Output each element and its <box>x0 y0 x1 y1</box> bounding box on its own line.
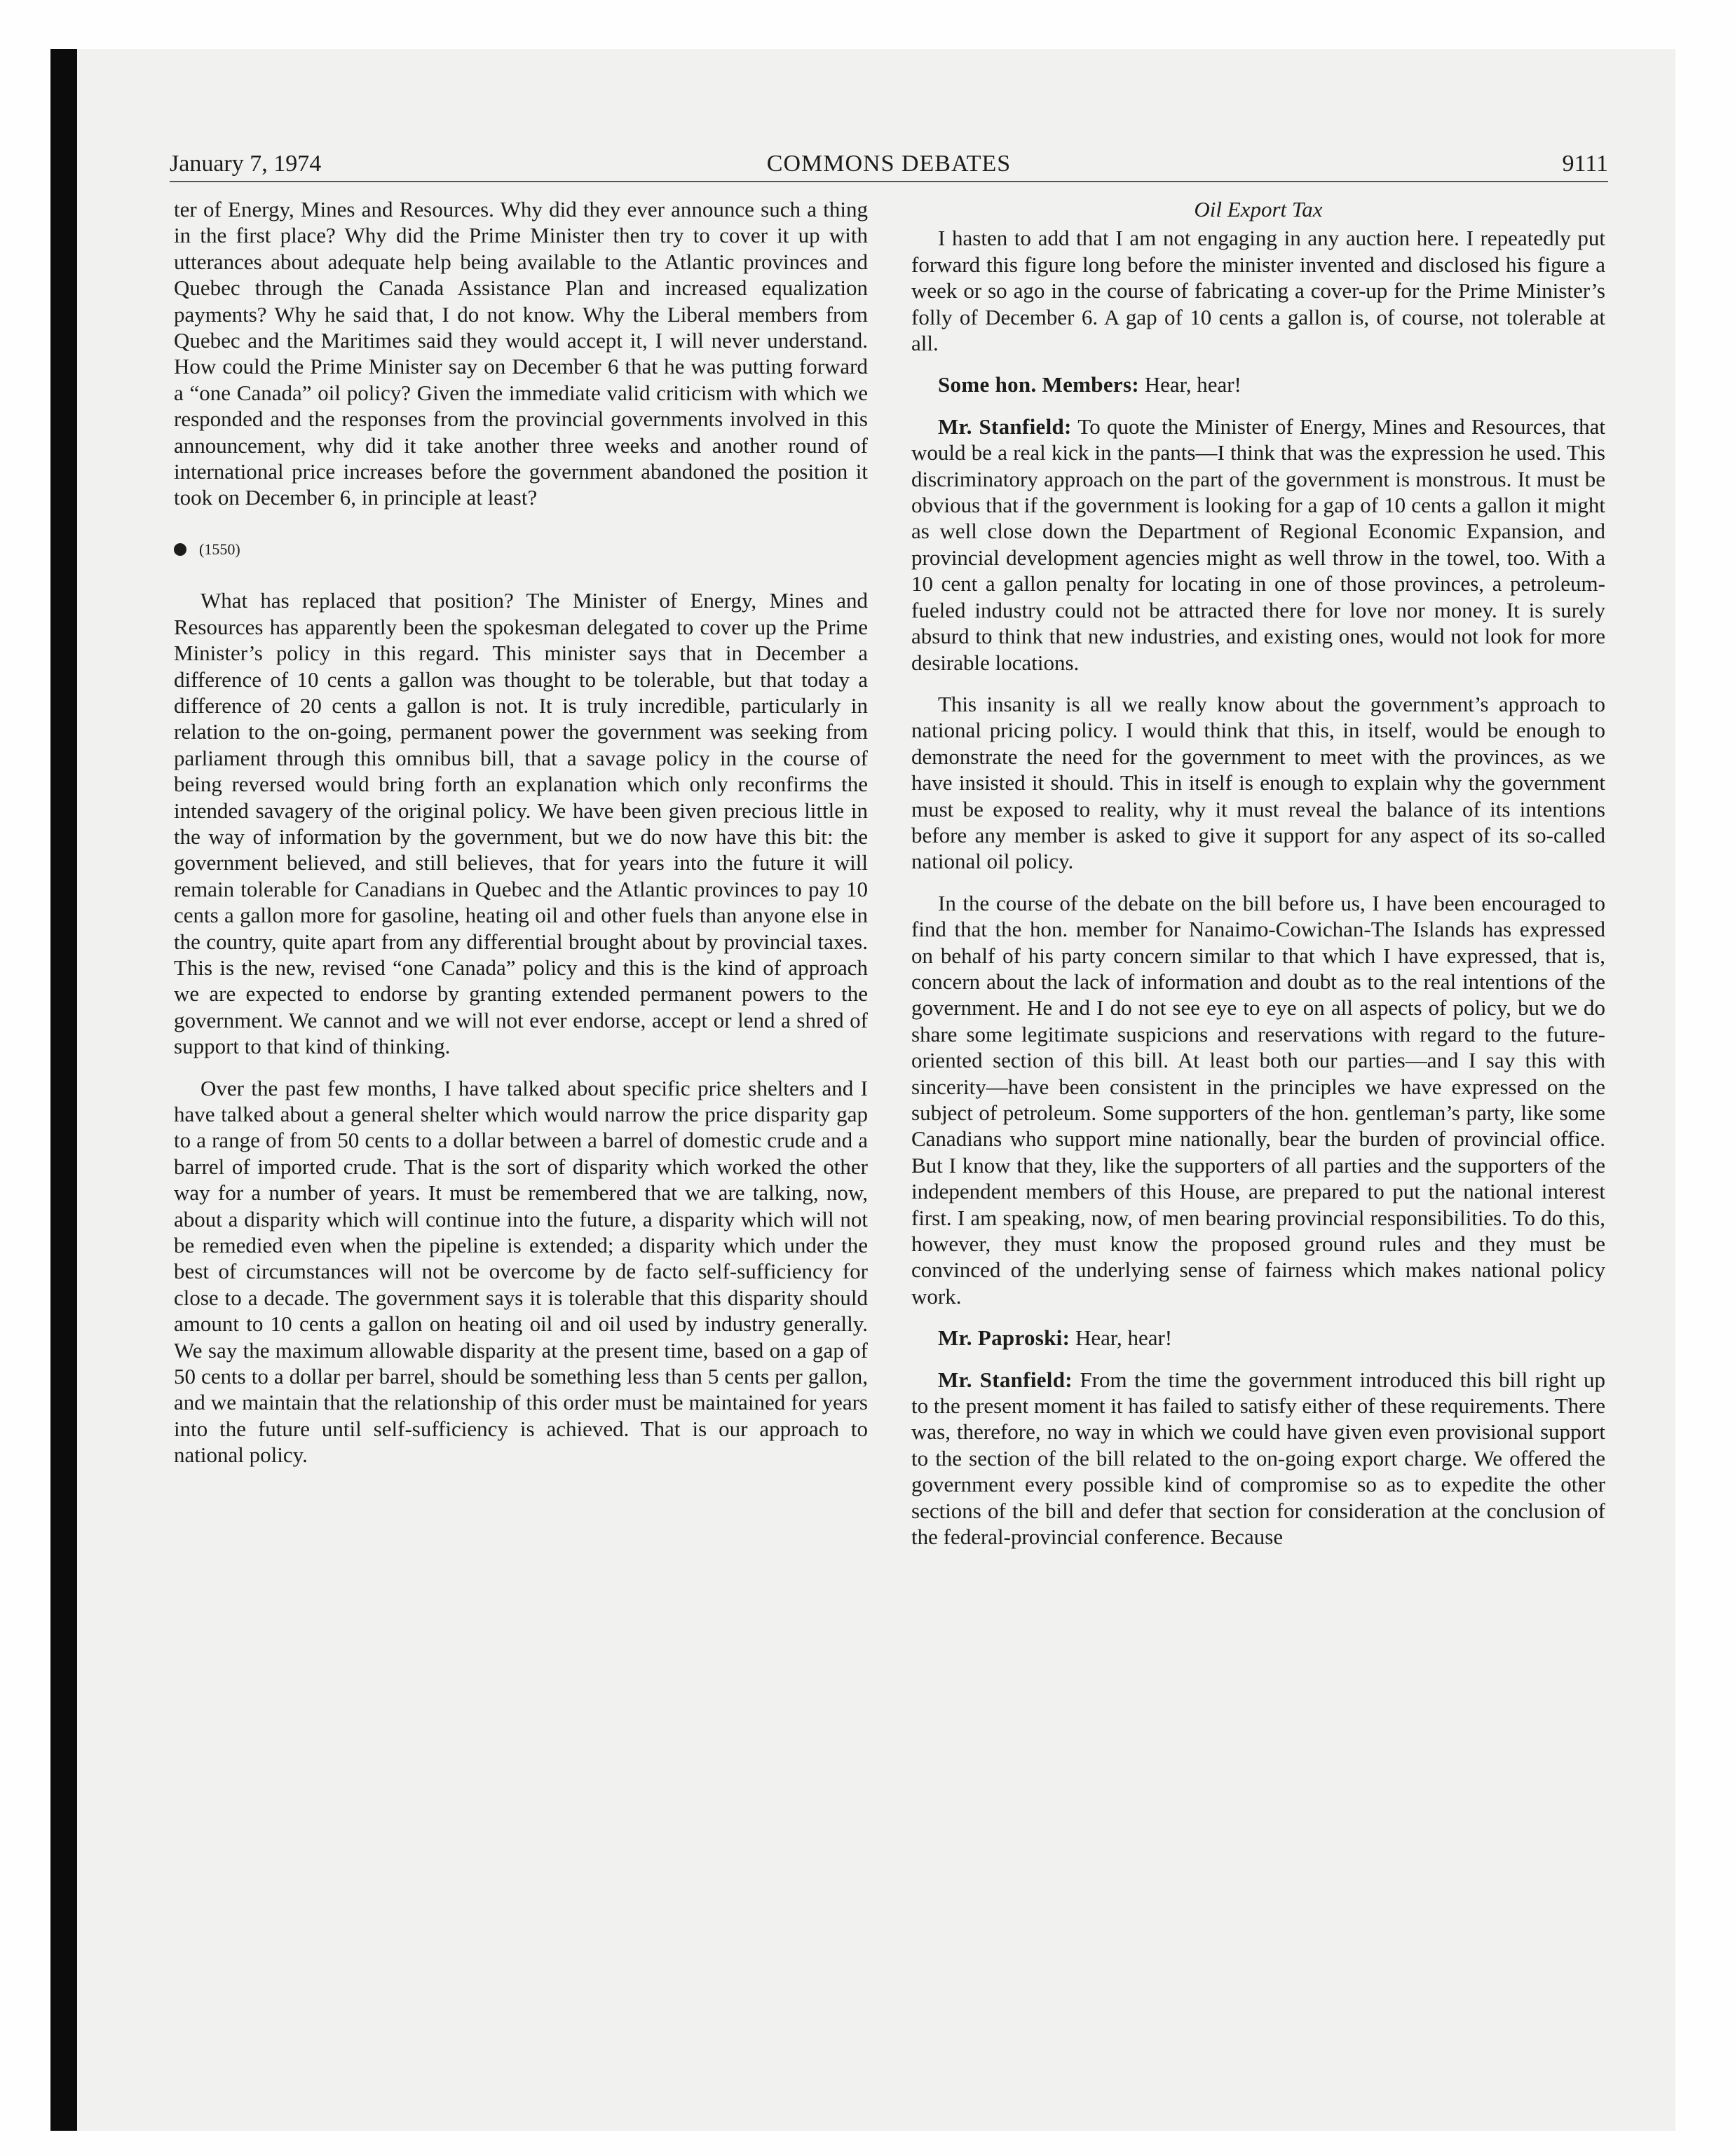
left-paragraph-3: Over the past few months, I have talked about specific price shelters and I have talked about a general shelter which would narrow the price disparity gap to a range of from 50 cents to a dollar between a barrel of domestic crude and a barrel of imported crude. That is the sort of disparity which worked the other way for a number of years. It must be remembered that we are talking, now, about a disparity which will continue into the future, a disparity which will not be remedied even when the pipeline is extended; a disparity which under the best of circumstances will not be overcome by de facto self-sufficiency for close to a decade. The government says it is tolerable that this disparity should amount to 10 cents a gallon on heating oil and oil used by industry generally. We say the maximum allowable disparity at the present time, based on a gap of 50 cents to a dollar per barrel, should be something less than 5 cents per gallon, and we maintain that the relationship of this order must be maintained for years into the future until self-sufficiency is achieved. That is our approach to national policy. <box>174 1075 868 1468</box>
header-publication: COMMONS DEBATES <box>766 151 1012 177</box>
speech-2 <box>911 1367 1605 1550</box>
header-page-number: 9111 <box>1562 151 1608 177</box>
right-column <box>911 196 1605 1550</box>
right-paragraph-3: In the course of the debate on the bill before us, I have been encouraged to find that the hon. member for Nanaimo-Cowichan-The Islands has expressed on behalf of his party concern similar to that which I have expressed, that is, concern about the lack of information and doubt as to the real intentions of the government. He and I do not see eye to eye on all aspects of policy, but we do share some legitimate suspicions and reservations with regard to the future-oriented section of this bill. At least both our parties—and I say this with sincerity—have been consistent in the principles we have expressed on the subject of petroleum. Some supporters of the hon. gentleman’s party, like some Canadians who support mine nationally, bear the burden of provincial office. But I know that they, like the supporters of all parties and the supporters of the independent members of this House, are prepared to put the national interest first. I am speaking, now, of men bearing provincial responsibilities. To do this, however, they must know the proposed ground rules and they must be convinced of the underlying sense of fairness which makes national policy work. <box>911 890 1605 1309</box>
interjection-2 <box>911 1325 1605 1351</box>
speaker-name: Mr. Paproski: <box>938 1325 1070 1351</box>
binding-edge <box>50 49 77 2131</box>
speech-1 <box>911 414 1605 676</box>
speech-text: Hear, hear! <box>1075 1325 1173 1351</box>
page-header <box>170 147 1608 182</box>
right-paragraph-2: This insanity is all we really know about the government’s approach to national pricing policy. I would think that this, in itself, would be enough to demonstrate the need for the government to meet with the provinces, as we have insisted it should. This in itself is enough to explain why the government must be exposed to reality, why it must reveal the balance of its intentions before any member is asked to give it support for any aspect of its so-called national oil policy. <box>911 691 1605 874</box>
speaker-name: Mr. Stanfield: <box>938 1367 1073 1392</box>
speech-text: To quote the Minister of Energy, Mines and Resources, that would be a real kick in the pants—I think that was the expression he used. This discriminatory approach on the part of the government is monstrous. It must be obvious that if the government is looking for a gap of 10 cents a gallon it might as well close down the Department of Regional Economic Expansion, and provincial development agencies might as well throw in the towel, too. With a 10 cent a gallon penalty for locating in one of those provinces, a petroleum-fueled industry could not be attracted there for love nor money. It is surely absurd to think that new industries, and existing ones, would not look for more desirable locations. <box>911 414 1605 675</box>
speaker-name: Mr. Stanfield: <box>938 414 1072 439</box>
running-head: Oil Export Tax <box>1194 197 1323 221</box>
header-date: January 7, 1974 <box>170 151 322 177</box>
time-marker-label: (1550) <box>199 540 240 558</box>
time-marker <box>174 536 868 562</box>
left-paragraph-1: ter of Energy, Mines and Resources. Why did they ever announce such a thing in the first place? Why did the Prime Minister then try to cover it up with utterances about adequate help being available to the Atlantic provinces and Quebec through the Canada Assistance Plan and increased equalization payments? Why he said that, I do not know. Why the Liberal members from Quebec and the Maritimes said they would accept it, I will never understand. How could the Prime Minister say on December 6 that he was putting forward a “one Canada” oil policy? Given the immediate valid criticism with which we responded and the responses from the provincial governments involved in this announcement, why did it take another three weeks and another round of international price increases before the government abandoned the position it took on December 6, in principle at least? <box>174 197 868 510</box>
left-paragraph-2: What has replaced that position? The Minister of Energy, Mines and Resources has apparently been the spokesman delegated to cover up the Prime Minister’s policy in this regard. This minister says that in December a difference of 10 cents a gallon was thought to be tolerable, but that today a difference of 20 cents a gallon is not. It is truly incredible, particularly in relation to the on-going, permanent power the government was seeking from parliament through this omnibus bill, that a savage policy in the course of being reversed would bring forth an explanation which only reconfirms the intended savagery of the original policy. We have been given precious little in the way of information by the government, but we do now have this bit: the government believed, and still believes, that for years into the future it will remain tolerable for Canadians in Quebec and the Atlantic provinces to pay 10 cents a gallon more for gasoline, heating oil and other fuels than anyone else in the country, quite apart from any differential brought about by provincial taxes. This is the new, revised “one Canada” policy and this is the kind of approach we are expected to endorse by granting extended permanent powers to the government. We cannot and we will not ever endorse, accept or lend a shred of support to that kind of thinking. <box>174 588 868 1059</box>
speech-text: From the time the government introduced this bill right up to the present moment it has failed to satisfy either of these requirements. There was, therefore, no way in which we could have given even provisional support to the section of the bill related to the on-going export charge. We offered the government every possible kind of compromise so as to expedite the other sections of the bill and defer that section for consideration at the conclusion of the federal-provincial conference. Because <box>911 1367 1605 1550</box>
left-column <box>174 196 868 1468</box>
interjection-1 <box>911 371 1605 397</box>
speech-text: Hear, hear! <box>1144 372 1241 397</box>
speaker-name: Some hon. Members: <box>938 372 1139 397</box>
right-paragraph-1: I hasten to add that I am not engaging in any auction here. I repeatedly put forward this figure long before the minister invented and disclosed his figure a week or so ago in the course of fabricating a cover-up for the Prime Minister’s folly of December 6. A gap of 10 cents a gallon is, of course, not tolerable at all. <box>911 226 1605 356</box>
bullet-dot-icon <box>174 543 186 556</box>
